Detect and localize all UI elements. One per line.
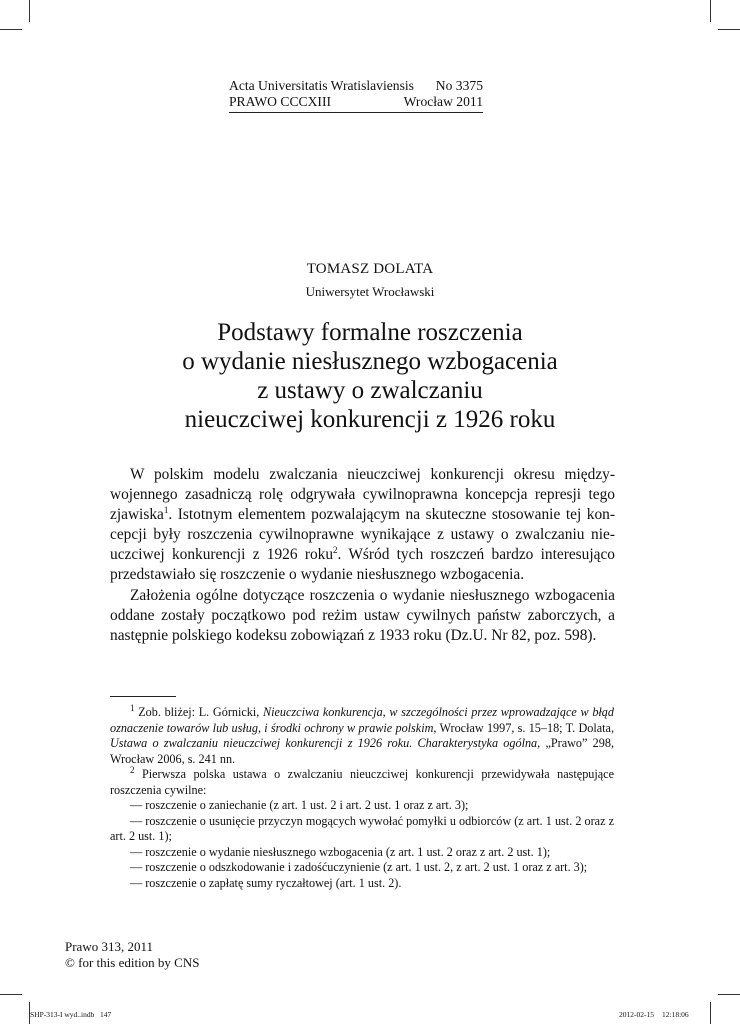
series-name: PRAWO CCCXIII: [229, 94, 331, 109]
paragraph-text: W polskim modelu zwalczania nieuczciwej konkurencji okresu międzywojennego zasadniczą rolę odgrywała cywilnoprawna koncepcja represji tego zjawiska: [110, 466, 615, 524]
imprint-line: Prawo 313, 2011: [65, 939, 153, 954]
footnote-number: 2: [130, 764, 135, 775]
claim-item: — roszczenie o usunięcie przyczyn mogących wywołać pomyłki u odbiorców (z art. 1 ust. 2 oraz z art. 2 ust. 1);: [110, 813, 614, 843]
crop-mark-top-right-h: [718, 29, 740, 30]
journal-line: [229, 78, 483, 94]
footnote-1: [110, 702, 614, 767]
crop-mark-bottom-left-h: [0, 994, 22, 995]
imprint-copyright: © for this edition by CNS: [65, 955, 200, 970]
footnote-2: [110, 764, 614, 798]
imprint: [65, 939, 199, 971]
footnote-text: , „Prawo” 298, Wrocław 2006, s. 241 nn.: [110, 736, 614, 766]
title-line: o wydanie niesłusznego wzbogacenia: [182, 348, 558, 375]
article-title: [0, 318, 740, 434]
paragraph-text: . Wśród tych roszczeń bardzo interesująco przedstawiało się roszczenie o wydanie niesłusznego wzbogacenia.: [110, 546, 615, 584]
footnote-text: Zob. bliżej: L. Górnicki,: [134, 705, 263, 719]
slug-date: 2012-02-15: [619, 1010, 654, 1019]
place-year: Wrocław 2011: [403, 94, 483, 109]
claim-item: — roszczenie o wydanie niesłusznego wzbogacenia (z art. 1 ust. 2 oraz z art. 2 ust. 1);: [130, 844, 551, 859]
claim-item: — roszczenie o zaniechanie (z art. 1 ust. 2 i art. 2 ust. 1 oraz z art. 3);: [130, 798, 469, 812]
journal-number: No 3375: [435, 78, 483, 93]
header-rule: [229, 112, 483, 113]
claim-item: — roszczenie o odszkodowanie i zadośćuczynienie (z art. 1 ust. 2, z art. 2 ust. 1 oraz z art. 3);: [130, 860, 588, 874]
slug-file: [30, 1010, 111, 1019]
footnote-rule: [110, 696, 176, 697]
paragraph: Założenia ogólne dotyczące roszczenia o wydanie niesłusznego wzbogacenia oddane zostały początkowo pod reżim ustaw cywilnych państw zaborczych, a następnie polskiego kodeksu zobowiązań z 1933 roku (Dz.U. Nr 82, poz. 598).: [110, 586, 615, 644]
footnote-ref[interactable]: 2: [333, 545, 338, 556]
author-name: TOMASZ DOLATA: [306, 261, 434, 277]
footnote-text: Pierwsza polska ustawa o zwalczaniu nieuczciwej konkurencji przewidywała następujące roszczenia cywilne:: [110, 767, 614, 797]
slug-timestamp: [619, 1010, 689, 1019]
paragraph: [110, 465, 615, 586]
series-line: [229, 94, 483, 110]
article-body: [110, 465, 615, 646]
journal-name: Acta Universitatis Wratislaviensis: [229, 78, 414, 93]
footnote-ref[interactable]: 1: [163, 505, 169, 516]
slug-time: 12:18:06: [662, 1010, 689, 1019]
running-header: [229, 78, 483, 110]
claim-item: — roszczenie o zapłatę sumy ryczałtowej (art. 1 ust. 2).: [130, 875, 402, 890]
author-affiliation: Uniwersytet Wrocławski: [305, 284, 435, 299]
crop-mark-top-right-v: [710, 0, 711, 22]
crop-mark-top-left-v: [29, 0, 30, 22]
footnote-text: , Wrocław 1997, s. 15–18; T. Dolata,: [433, 720, 614, 735]
cited-title: Ustawa o zwalczaniu nieuczciwej konkurencji z 1926 roku. Charakterystyka ogólna: [110, 736, 538, 750]
title-line: z ustawy o zwalczaniu: [257, 377, 483, 404]
paragraph-text: . Istotnym elementem pozwalającym na skuteczne stosowanie tej koncepcji były roszczenia cywilnoprawne wynikające z ustawy o zwalczaniu nieuczciwej konkurencji z 1926 roku: [110, 506, 615, 564]
footnote-number: 1: [130, 702, 135, 713]
crop-mark-bottom-right-v: [710, 1002, 711, 1024]
slug-filename: SHP-313-I wyd..indb 147: [30, 1010, 112, 1019]
cited-title: Nieuczciwa konkurencja, w szczególności przez wprowadzające w błąd oznaczenie towarów lub usług, i środki ochrony w prawie polskim: [110, 705, 614, 735]
footnotes: [110, 702, 614, 891]
title-line: Podstawy formalne roszczenia: [217, 319, 523, 346]
crop-mark-bottom-right-h: [718, 994, 740, 995]
title-line: nieuczciwej konkurencji z 1926 roku: [184, 406, 556, 433]
crop-mark-top-left-h: [0, 29, 22, 30]
